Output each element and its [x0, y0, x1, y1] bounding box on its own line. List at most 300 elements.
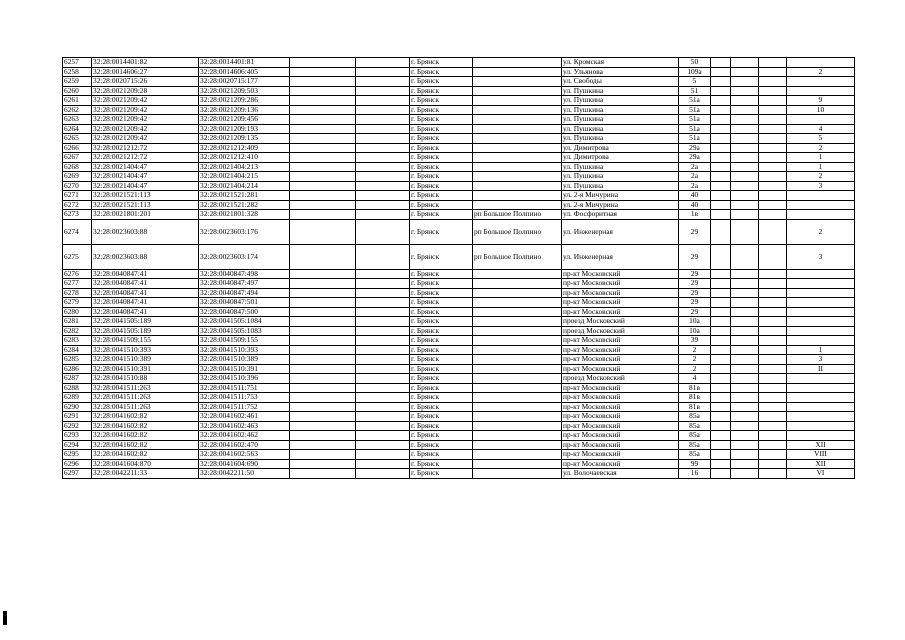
city-cell: г. Брянск [410, 96, 473, 106]
empty-cell [711, 134, 731, 144]
empty-cell [711, 143, 731, 153]
cadastral-number-parcel: 32:28:0021404:47 [92, 181, 199, 191]
empty-cell [759, 200, 787, 210]
table-row [63, 134, 855, 144]
row-number: 6268 [63, 162, 92, 172]
empty-cell [290, 364, 356, 374]
empty-cell [731, 58, 759, 68]
city-cell: г. Брянск [410, 317, 473, 327]
street-cell: ул. Пушкина [562, 181, 679, 191]
city-cell: г. Брянск [410, 181, 473, 191]
apartment-cell: II [787, 364, 855, 374]
row-number: 6263 [63, 115, 92, 125]
empty-cell [711, 421, 731, 431]
street-cell: пр-кт Московский [562, 450, 679, 460]
empty-cell [711, 402, 731, 412]
city-cell: г. Брянск [410, 336, 473, 346]
house-number-cell: 85а [679, 450, 711, 460]
row-number: 6291 [63, 412, 92, 422]
cadastral-number-parcel: 32:28:0023603:88 [92, 244, 199, 269]
empty-cell [290, 67, 356, 77]
table-row [63, 336, 855, 346]
settlement-cell [473, 200, 562, 210]
apartment-cell [787, 336, 855, 346]
cadastral-number-object: 32:28:0020715:177 [199, 77, 290, 87]
cadastral-number-object: 32:28:0023603:174 [199, 244, 290, 269]
table-row [63, 345, 855, 355]
street-cell: пр-кт Московский [562, 412, 679, 422]
empty-cell [356, 58, 410, 68]
cadastral-number-object: 32:28:0041604:690 [199, 459, 290, 469]
empty-cell [731, 219, 759, 244]
settlement-cell [473, 288, 562, 298]
row-number: 6296 [63, 459, 92, 469]
empty-cell [759, 336, 787, 346]
cadastral-number-parcel: 32:28:0041510:88 [92, 374, 199, 384]
empty-cell [356, 317, 410, 327]
empty-cell [356, 336, 410, 346]
empty-cell [356, 200, 410, 210]
settlement-cell [473, 355, 562, 365]
empty-cell [356, 440, 410, 450]
register-table [62, 57, 855, 479]
empty-cell [731, 279, 759, 289]
empty-cell [711, 393, 731, 403]
empty-cell [290, 153, 356, 163]
apartment-cell [787, 200, 855, 210]
empty-cell [711, 200, 731, 210]
street-cell: пр-кт Московский [562, 355, 679, 365]
settlement-cell [473, 67, 562, 77]
city-cell: г. Брянск [410, 77, 473, 87]
settlement-cell [473, 143, 562, 153]
house-number-cell: 2а [679, 172, 711, 182]
city-cell: г. Брянск [410, 191, 473, 201]
settlement-cell [473, 459, 562, 469]
cadastral-number-object: 32:28:0041510:393 [199, 345, 290, 355]
house-number-cell: 29 [679, 219, 711, 244]
empty-cell [731, 191, 759, 201]
empty-cell [711, 383, 731, 393]
city-cell: г. Брянск [410, 210, 473, 220]
empty-cell [356, 402, 410, 412]
empty-cell [731, 181, 759, 191]
street-cell: пр-кт Московский [562, 383, 679, 393]
settlement-cell [473, 172, 562, 182]
settlement-cell: рп Большое Полпино [473, 244, 562, 269]
empty-cell [759, 269, 787, 279]
apartment-cell: XII [787, 459, 855, 469]
empty-cell [759, 383, 787, 393]
empty-cell [711, 431, 731, 441]
empty-cell [731, 124, 759, 134]
empty-cell [711, 374, 731, 384]
apartment-cell [787, 288, 855, 298]
cadastral-number-parcel: 32:28:0041505:189 [92, 317, 199, 327]
settlement-cell: рп Большое Полпино [473, 210, 562, 220]
apartment-cell [787, 412, 855, 422]
cadastral-number-parcel: 32:28:0041511:263 [92, 393, 199, 403]
empty-cell [356, 374, 410, 384]
row-number: 6265 [63, 134, 92, 144]
empty-cell [731, 77, 759, 87]
empty-cell [290, 172, 356, 182]
empty-cell [731, 355, 759, 365]
empty-cell [290, 393, 356, 403]
street-cell: ул. Инженерная [562, 244, 679, 269]
city-cell: г. Брянск [410, 459, 473, 469]
city-cell: г. Брянск [410, 421, 473, 431]
empty-cell [290, 200, 356, 210]
apartment-cell [787, 191, 855, 201]
cadastral-number-object: 32:28:0042211:50 [199, 469, 290, 479]
cadastral-number-object: 32:28:0041602:462 [199, 431, 290, 441]
apartment-cell [787, 402, 855, 412]
house-number-cell: 29 [679, 307, 711, 317]
row-number: 6282 [63, 326, 92, 336]
house-number-cell: 51а [679, 134, 711, 144]
table-row [63, 355, 855, 365]
empty-cell [711, 279, 731, 289]
cadastral-number-object: 32:28:0041602:463 [199, 421, 290, 431]
row-number: 6266 [63, 143, 92, 153]
cadastral-number-object: 32:28:0041602:470 [199, 440, 290, 450]
table-row [63, 298, 855, 308]
empty-cell [759, 431, 787, 441]
empty-cell [759, 393, 787, 403]
street-cell: ул. Инженерная [562, 219, 679, 244]
empty-cell [711, 105, 731, 115]
empty-cell [759, 450, 787, 460]
cadastral-number-object: 32:28:0021209:193 [199, 124, 290, 134]
empty-cell [290, 181, 356, 191]
settlement-cell: рп Большое Полпино [473, 219, 562, 244]
empty-cell [711, 172, 731, 182]
apartment-cell: 10 [787, 105, 855, 115]
row-number: 6273 [63, 210, 92, 220]
row-number: 6288 [63, 383, 92, 393]
cadastral-number-object: 32:28:0040847:501 [199, 298, 290, 308]
street-cell: ул. Пушкина [562, 115, 679, 125]
street-cell: ул. Пушкина [562, 124, 679, 134]
empty-cell [759, 181, 787, 191]
city-cell: г. Брянск [410, 383, 473, 393]
empty-cell [711, 459, 731, 469]
empty-cell [290, 96, 356, 106]
empty-cell [759, 124, 787, 134]
empty-cell [731, 162, 759, 172]
row-number: 6270 [63, 181, 92, 191]
table-row [63, 450, 855, 460]
cadastral-number-object: 32:28:0021209:286 [199, 96, 290, 106]
cadastral-number-parcel: 32:28:0021209:42 [92, 134, 199, 144]
settlement-cell [473, 162, 562, 172]
cadastral-number-object: 32:28:0041511:751 [199, 383, 290, 393]
house-number-cell: 2 [679, 355, 711, 365]
cadastral-number-parcel: 32:28:0021209:28 [92, 86, 199, 96]
table-row [63, 244, 855, 269]
apartment-cell: 4 [787, 124, 855, 134]
empty-cell [290, 459, 356, 469]
apartment-cell: XII [787, 440, 855, 450]
empty-cell [711, 210, 731, 220]
row-number: 6274 [63, 219, 92, 244]
city-cell: г. Брянск [410, 288, 473, 298]
settlement-cell [473, 153, 562, 163]
empty-cell [731, 244, 759, 269]
table-row [63, 210, 855, 220]
street-cell: пр-кт Московский [562, 288, 679, 298]
street-cell: ул. Димитрова [562, 143, 679, 153]
apartment-cell [787, 77, 855, 87]
cadastral-number-parcel: 32:28:0041602:82 [92, 412, 199, 422]
cadastral-number-parcel: 32:28:0021212:72 [92, 153, 199, 163]
settlement-cell [473, 364, 562, 374]
settlement-cell [473, 412, 562, 422]
settlement-cell [473, 383, 562, 393]
cadastral-number-object: 32:28:0041510:389 [199, 355, 290, 365]
street-cell: ул. Фосфоритная [562, 210, 679, 220]
street-cell: ул. Ульянова [562, 67, 679, 77]
empty-cell [711, 345, 731, 355]
row-number: 6295 [63, 450, 92, 460]
settlement-cell [473, 469, 562, 479]
empty-cell [711, 307, 731, 317]
empty-cell [759, 440, 787, 450]
empty-cell [711, 162, 731, 172]
table-row [63, 374, 855, 384]
house-number-cell: 50 [679, 58, 711, 68]
empty-cell [731, 134, 759, 144]
cadastral-number-parcel: 32:28:0041602:82 [92, 421, 199, 431]
empty-cell [290, 77, 356, 87]
street-cell: пр-кт Московский [562, 336, 679, 346]
apartment-cell: 3 [787, 355, 855, 365]
row-number: 6272 [63, 200, 92, 210]
street-cell: ул. Пушкина [562, 162, 679, 172]
empty-cell [290, 244, 356, 269]
empty-cell [711, 355, 731, 365]
apartment-cell [787, 298, 855, 308]
cadastral-number-parcel: 32:28:0021209:42 [92, 115, 199, 125]
empty-cell [731, 440, 759, 450]
city-cell: г. Брянск [410, 200, 473, 210]
house-number-cell: 29а [679, 153, 711, 163]
register-sheet [62, 57, 855, 479]
row-number: 6277 [63, 279, 92, 289]
cadastral-number-parcel: 32:28:0041510:393 [92, 345, 199, 355]
city-cell: г. Брянск [410, 134, 473, 144]
settlement-cell [473, 393, 562, 403]
city-cell: г. Брянск [410, 279, 473, 289]
city-cell: г. Брянск [410, 153, 473, 163]
cadastral-number-object: 32:28:0021209:136 [199, 105, 290, 115]
cadastral-number-parcel: 32:28:0040847:41 [92, 279, 199, 289]
apartment-cell [787, 269, 855, 279]
city-cell: г. Брянск [410, 172, 473, 182]
empty-cell [731, 210, 759, 220]
house-number-cell: 1в [679, 210, 711, 220]
table-row [63, 393, 855, 403]
house-number-cell: 109а [679, 67, 711, 77]
cadastral-number-parcel: 32:28:0041509:155 [92, 336, 199, 346]
city-cell: г. Брянск [410, 326, 473, 336]
empty-cell [356, 459, 410, 469]
row-number: 6284 [63, 345, 92, 355]
row-number: 6280 [63, 307, 92, 317]
cadastral-number-object: 32:28:0021209:503 [199, 86, 290, 96]
empty-cell [290, 58, 356, 68]
empty-cell [356, 153, 410, 163]
settlement-cell [473, 431, 562, 441]
empty-cell [731, 153, 759, 163]
city-cell: г. Брянск [410, 307, 473, 317]
empty-cell [290, 162, 356, 172]
empty-cell [356, 210, 410, 220]
cadastral-number-object: 32:28:0021521:281 [199, 191, 290, 201]
empty-cell [711, 124, 731, 134]
empty-cell [356, 307, 410, 317]
empty-cell [290, 431, 356, 441]
cadastral-number-object: 32:28:0040847:498 [199, 269, 290, 279]
table-row [63, 115, 855, 125]
empty-cell [290, 86, 356, 96]
cadastral-number-parcel: 32:28:0021209:42 [92, 96, 199, 106]
table-row [63, 459, 855, 469]
settlement-cell [473, 336, 562, 346]
city-cell: г. Брянск [410, 298, 473, 308]
city-cell: г. Брянск [410, 450, 473, 460]
house-number-cell: 51а [679, 115, 711, 125]
city-cell: г. Брянск [410, 402, 473, 412]
empty-cell [356, 431, 410, 441]
cadastral-number-parcel: 32:28:0041604:870 [92, 459, 199, 469]
empty-cell [759, 459, 787, 469]
street-cell: пр-кт Московский [562, 431, 679, 441]
house-number-cell: 81в [679, 393, 711, 403]
row-number: 6264 [63, 124, 92, 134]
empty-cell [290, 440, 356, 450]
apartment-cell: 2 [787, 172, 855, 182]
cadastral-number-object: 32:28:0014606:405 [199, 67, 290, 77]
empty-cell [290, 269, 356, 279]
city-cell: г. Брянск [410, 67, 473, 77]
empty-cell [731, 364, 759, 374]
settlement-cell [473, 374, 562, 384]
empty-cell [759, 219, 787, 244]
empty-cell [290, 336, 356, 346]
street-cell: ул. Кромская [562, 58, 679, 68]
empty-cell [356, 269, 410, 279]
cadastral-number-parcel: 32:28:0021404:47 [92, 162, 199, 172]
house-number-cell: 2а [679, 181, 711, 191]
apartment-cell: 9 [787, 96, 855, 106]
table-row [63, 326, 855, 336]
row-number: 6278 [63, 288, 92, 298]
street-cell: пр-кт Московский [562, 440, 679, 450]
empty-cell [290, 134, 356, 144]
settlement-cell [473, 58, 562, 68]
table-row [63, 96, 855, 106]
house-number-cell: 81в [679, 402, 711, 412]
empty-cell [290, 298, 356, 308]
city-cell: г. Брянск [410, 431, 473, 441]
house-number-cell: 81в [679, 383, 711, 393]
row-number: 6287 [63, 374, 92, 384]
cadastral-number-object: 32:28:0041602:461 [199, 412, 290, 422]
table-row [63, 440, 855, 450]
cadastral-number-parcel: 32:28:0041602:82 [92, 450, 199, 460]
empty-cell [759, 153, 787, 163]
city-cell: г. Брянск [410, 105, 473, 115]
apartment-cell: 2 [787, 219, 855, 244]
cadastral-number-parcel: 32:28:0021209:42 [92, 105, 199, 115]
house-number-cell: 29 [679, 244, 711, 269]
table-row [63, 86, 855, 96]
street-cell: пр-кт Московский [562, 345, 679, 355]
table-row [63, 421, 855, 431]
empty-cell [711, 244, 731, 269]
page-edge-mark [3, 611, 7, 625]
empty-cell [290, 191, 356, 201]
cadastral-number-object: 32:28:0041505:1084 [199, 317, 290, 327]
apartment-cell: 1 [787, 345, 855, 355]
cadastral-number-object: 32:28:0023603:176 [199, 219, 290, 244]
table-row [63, 412, 855, 422]
empty-cell [290, 288, 356, 298]
table-row [63, 124, 855, 134]
settlement-cell [473, 450, 562, 460]
cadastral-number-parcel: 32:28:0041602:82 [92, 431, 199, 441]
apartment-cell: VIII [787, 450, 855, 460]
empty-cell [290, 307, 356, 317]
settlement-cell [473, 96, 562, 106]
empty-cell [290, 317, 356, 327]
empty-cell [711, 191, 731, 201]
house-number-cell: 2а [679, 162, 711, 172]
empty-cell [356, 421, 410, 431]
house-number-cell: 51а [679, 96, 711, 106]
settlement-cell [473, 421, 562, 431]
cadastral-number-parcel: 32:28:0042211:33 [92, 469, 199, 479]
empty-cell [759, 364, 787, 374]
empty-cell [731, 298, 759, 308]
house-number-cell: 51а [679, 105, 711, 115]
table-row [63, 162, 855, 172]
empty-cell [731, 393, 759, 403]
empty-cell [356, 345, 410, 355]
city-cell: г. Брянск [410, 244, 473, 269]
empty-cell [356, 393, 410, 403]
apartment-cell [787, 383, 855, 393]
empty-cell [711, 58, 731, 68]
empty-cell [290, 450, 356, 460]
table-row [63, 172, 855, 182]
empty-cell [731, 469, 759, 479]
house-number-cell: 2 [679, 345, 711, 355]
empty-cell [759, 326, 787, 336]
empty-cell [356, 244, 410, 269]
empty-cell [356, 181, 410, 191]
settlement-cell [473, 298, 562, 308]
house-number-cell: 29 [679, 298, 711, 308]
empty-cell [731, 450, 759, 460]
empty-cell [759, 172, 787, 182]
apartment-cell [787, 115, 855, 125]
table-row [63, 181, 855, 191]
empty-cell [711, 450, 731, 460]
street-cell: ул. 2-я Мичурина [562, 200, 679, 210]
